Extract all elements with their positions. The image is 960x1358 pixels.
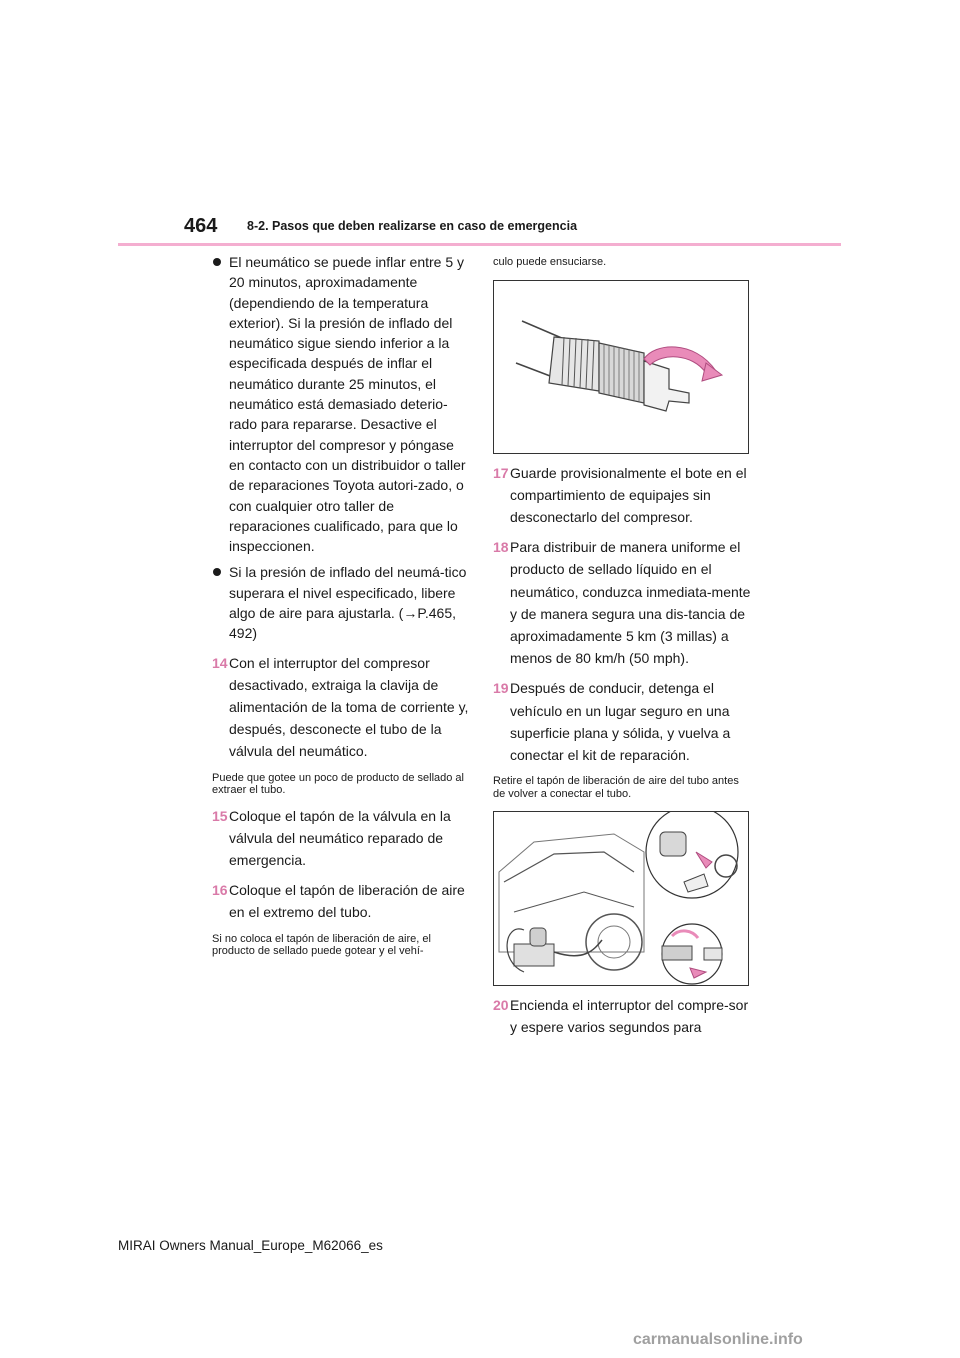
right-column — [493, 252, 753, 1039]
step-number: 20 — [493, 997, 509, 1014]
step-note: Retire el tapón de liberación de aire del tubo antes de volver a conectar el tubo. — [493, 775, 739, 800]
bullet-text: Si la presión de inflado del neumá-tico superara el nivel especificado, libere algo de aire para ajustarla. (→P.465, 492) — [229, 564, 467, 642]
step-text: Con el interruptor del compresor desactivado, extraiga la clavija de alimentación de la toma de corriente y, después, desconecte el tubo de la válvula del neumático. — [229, 654, 469, 760]
step-text: Después de conducir, detenga el vehículo en un lugar seguro en una superficie plana y sólida, y vuelva a conectar el kit de reparación. — [510, 680, 731, 763]
step-number: 16 — [212, 882, 228, 899]
step-note: Puede que gotee un poco de producto de sellado al extraer el tubo. — [212, 771, 464, 797]
step-15 — [212, 805, 472, 872]
bullet-item — [212, 252, 472, 556]
section-title: 8-2. Pasos que deben realizarse en caso de emergencia — [247, 219, 578, 233]
step-text: Coloque el tapón de la válvula en la válvula del neumático reparado de emergencia. — [229, 807, 451, 869]
page-number: 464 — [184, 215, 218, 237]
bullet-item — [212, 562, 472, 643]
bullet-text: El neumático se puede inflar entre 5 y 20 minutos, aproximadamente (dependiendo de la temperatura exterior). Si la presión de inflado del neumático sigue siendo inferior a la especificada después de inflar el neumático durante 25 minutos, el neumático está demasiado deterio-rado para repararse. Desactive el interruptor del compresor y póngase en contacto con un distribuidor o taller de reparaciones Toyota autori-zado, o con cualquier otro taller de reparaciones cualificado, para que lo inspeccionen. — [229, 254, 466, 555]
watermark: carmanualsonline.info — [633, 1331, 803, 1348]
bullet-icon — [213, 568, 221, 576]
reconnect-kit-drawing — [494, 812, 750, 987]
step-14 — [212, 652, 472, 763]
step-number: 15 — [212, 807, 228, 824]
step-number: 18 — [493, 539, 509, 556]
step-19 — [493, 677, 753, 766]
reconnect-kit-illustration — [493, 811, 749, 986]
step-text: Para distribuir de manera uniforme el producto de sellado líquido en el neumático, conduzca inmediata-mente y de manera segura una dis-tancia de aproximadamente 5 km (3 millas) a menos de 80 km/h (50 mph). — [510, 539, 751, 667]
step-text: Guarde provisionalmente el bote en el compartimiento de equipajes sin desconectarlo del compresor. — [510, 464, 747, 525]
step-number: 19 — [493, 680, 509, 697]
step-17 — [493, 462, 753, 529]
step-20 — [493, 994, 753, 1038]
header-divider — [118, 243, 841, 246]
step-note: Si no coloca el tapón de liberación de aire, el producto de sellado puede gotear y el vehí- — [212, 932, 431, 958]
hose-cap-illustration — [493, 280, 749, 454]
step-16 — [212, 879, 472, 923]
footer-manual-id: MIRAI Owners Manual_Europe_M62066_es — [118, 1238, 383, 1253]
left-column — [212, 252, 472, 958]
bullet-icon — [213, 258, 221, 266]
hose-cap-drawing — [494, 281, 750, 455]
step-number: 14 — [212, 654, 228, 671]
step-text: Encienda el interruptor del compre-sor y espere varios segundos para — [510, 997, 749, 1036]
step-text: Coloque el tapón de liberación de aire en el extremo del tubo. — [229, 882, 465, 921]
step-number: 17 — [493, 464, 509, 481]
step-18 — [493, 536, 753, 669]
step-note-continued: culo puede ensuciarse. — [493, 256, 607, 268]
